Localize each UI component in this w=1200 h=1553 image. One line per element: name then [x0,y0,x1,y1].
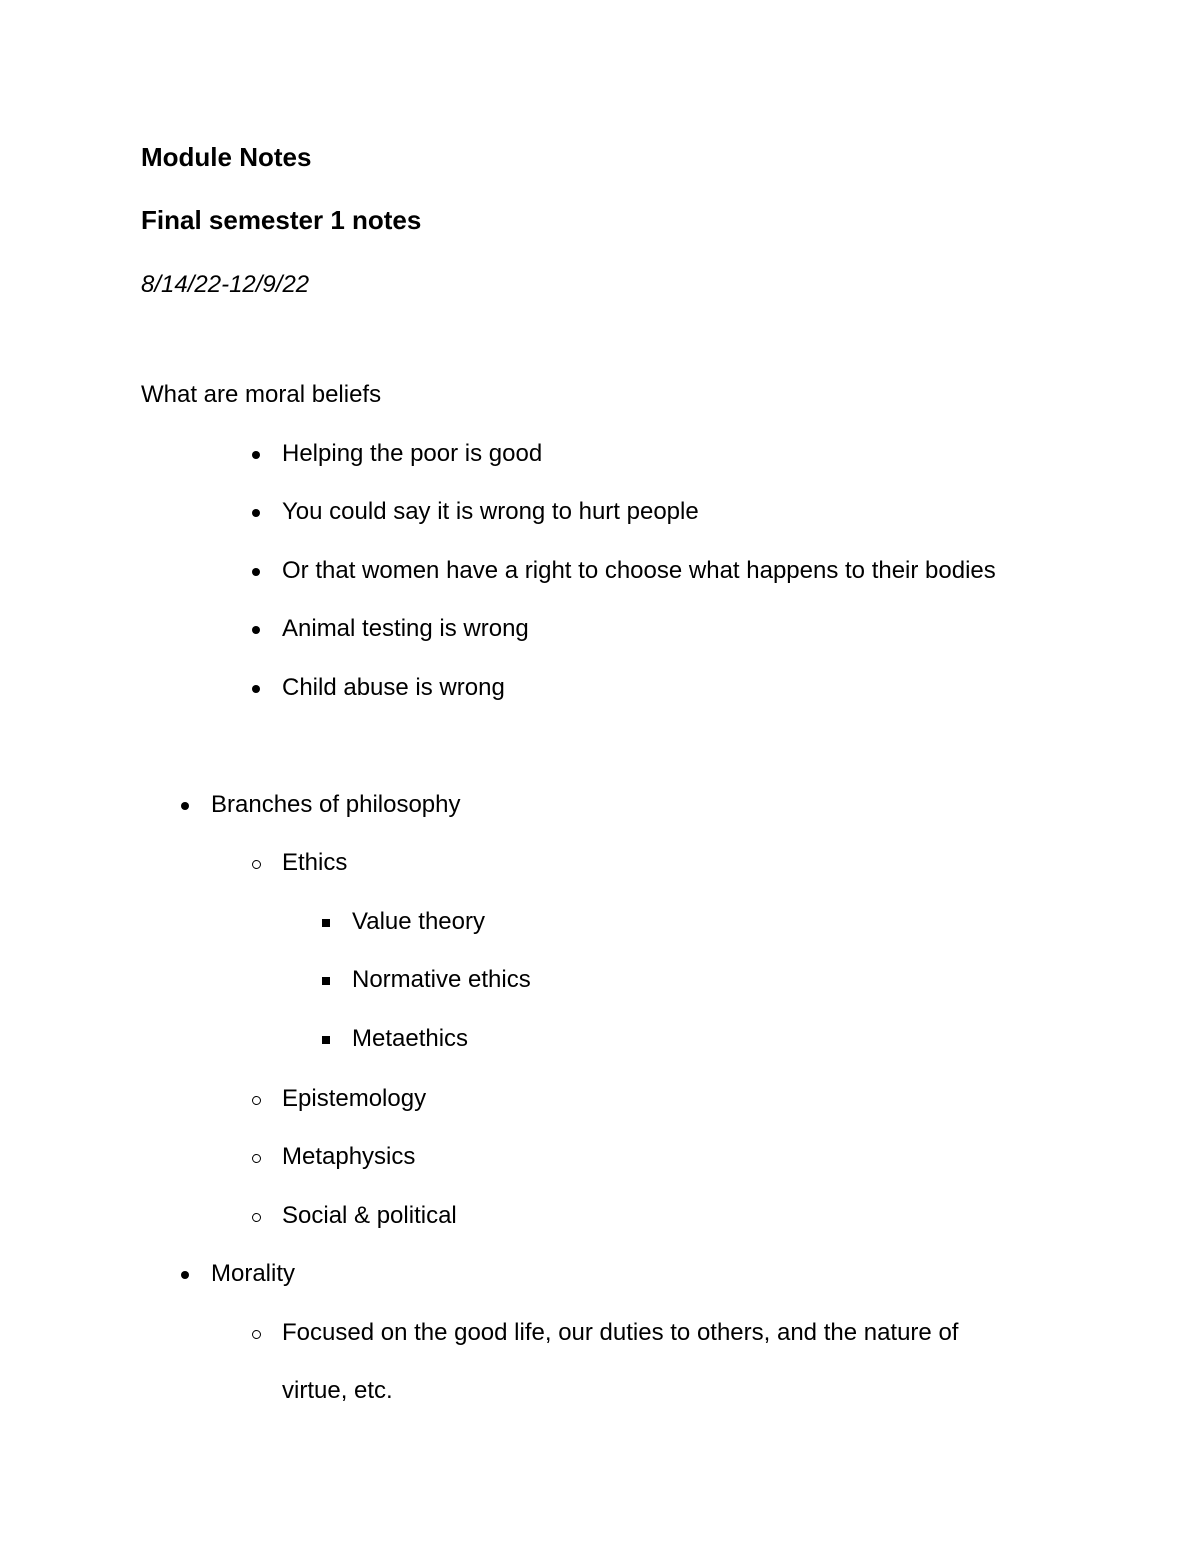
bullet-disc-icon [175,790,195,820]
morality-description-line1: Focused on the good life, our duties to others, and the nature of [282,1319,959,1346]
list-item: Social & political [282,1202,457,1229]
date-range: 8/14/22-12/9/22 [141,271,310,298]
bullet-circle-icon [246,1318,266,1348]
bullet-disc-icon [246,556,266,586]
ethics-label: Ethics [282,849,348,876]
bullet-circle-icon [246,1201,266,1231]
bullet-circle-icon [246,1142,266,1172]
bullet-square-icon [316,1024,336,1054]
list-item: Animal testing is wrong [282,615,529,642]
morality-description-line2: virtue, etc. [282,1377,393,1404]
list-item: Metaphysics [282,1143,416,1170]
list-item: Value theory [352,908,485,935]
list-item: Epistemology [282,1085,427,1112]
bullet-square-icon [316,965,336,995]
bullet-disc-icon [246,439,266,469]
branches-label: Branches of philosophy [211,791,461,818]
bullet-circle-icon [246,848,266,878]
bullet-square-icon [316,907,336,937]
document-subtitle: Final semester 1 notes [141,205,422,235]
list-item: Helping the poor is good [282,440,543,467]
bullet-disc-icon [246,673,266,703]
list-item: Or that women have a right to choose what happens to their bodies [282,557,996,584]
morality-label: Morality [211,1260,296,1287]
bullet-disc-icon [246,497,266,527]
bullet-disc-icon [175,1259,195,1289]
document-title: Module Notes [141,142,312,172]
list-item: Normative ethics [352,966,531,993]
list-item: Metaethics [352,1025,469,1052]
moral-beliefs-heading: What are moral beliefs [141,381,382,408]
bullet-disc-icon [246,614,266,644]
list-item: You could say it is wrong to hurt people [282,498,699,525]
list-item: Child abuse is wrong [282,674,505,701]
bullet-circle-icon [246,1084,266,1114]
